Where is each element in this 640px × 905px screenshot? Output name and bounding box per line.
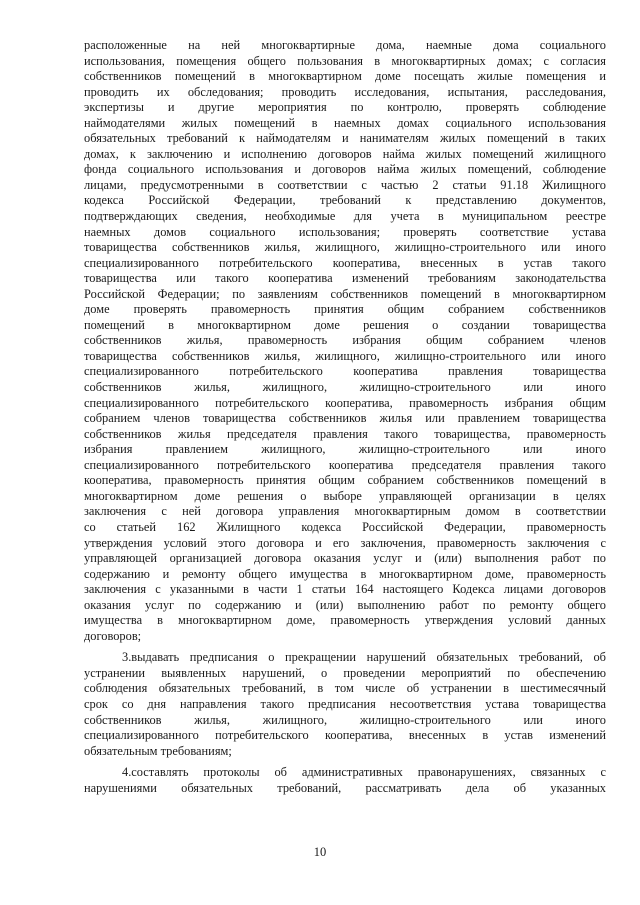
text-line: специализированного потребительского кооператива, внесенных в устав изменений xyxy=(84,728,606,743)
text-line: имущества в многоквартирном доме, правомерность утверждения условий данных xyxy=(84,613,606,628)
text-line: наймодателями жилых помещений в наемных домах социального использования xyxy=(84,115,606,130)
text-line: нарушениями обязательных требований, рассматривать дела об указанных xyxy=(84,780,606,795)
text-line: устранении выявленных нарушений, о проведении мероприятий по обеспечению xyxy=(84,665,606,680)
text-line: использования, помещения общего пользования в многоквартирных домах; с согласия xyxy=(84,53,606,68)
text-line: обязательных требований к наймодателям и нанимателям жилых помещений в таких xyxy=(84,131,606,146)
text-line: кооператива, правомерность принятия общим собранием собственников помещений в xyxy=(84,473,606,488)
text-line: товарищества собственников жилья, жилищного, жилищно-строительного или иного xyxy=(84,240,606,255)
text-line: собственников жилья председателя правления такого товарищества, правомерность xyxy=(84,426,606,441)
text-line: договоров; xyxy=(84,628,142,643)
text-line: лицами, предусмотренными в соответствии с частью 2 статьи 91.18 Жилищного xyxy=(84,177,606,192)
text-line: оказания услуг по содержанию и (или) выполнению работ по ремонту общего xyxy=(84,597,606,612)
text-line: утверждения условий этого договора и его заключения, правомерность заключения с xyxy=(84,535,606,550)
text-line: специализированного потребительского кооператива правления товарищества xyxy=(84,364,606,379)
page-number: 10 xyxy=(313,845,327,859)
paragraph xyxy=(84,38,606,644)
text-line: заключения с указанными в части 1 статьи 164 настоящего Кодекса лицами договоров xyxy=(84,582,606,597)
text-line: управляющей организацией договора оказания услуг и (или) выполнения работ по xyxy=(84,551,606,566)
text-line: обязательным требованиям; xyxy=(84,743,232,758)
text-line: срок со дня направления такого предписания несоответствия устава товарищества xyxy=(84,696,606,711)
text-line: товарищества или такого кооператива изменений требованиям законодательства xyxy=(84,271,606,286)
text-line: наемных домов социального использования; проверять соответствие устава xyxy=(84,224,606,239)
text-line: фонда социального использования и договоров найма жилых помещений, соблюдение xyxy=(84,162,606,177)
paragraph xyxy=(84,650,606,759)
text-line: экспертизы и другие мероприятия по контролю, проверять соблюдение xyxy=(84,100,606,115)
text-line: собственников жилья, жилищного, жилищно-строительного или иного xyxy=(84,712,606,727)
text-line: домах, к заключению и исполнению договоров найма жилых помещений жилищного xyxy=(84,146,606,161)
text-line: заключения с ней договора управления многоквартирным домом в соответствии xyxy=(84,504,606,519)
text-line: специализированного потребительского кооператива, внесенных в устав такого xyxy=(84,255,606,270)
text-line: специализированного потребительского кооператива председателя правления такого xyxy=(84,457,606,472)
text-line: расположенные на ней многоквартирные дома, наемные дома социального xyxy=(84,38,606,52)
text-line: содержанию и ремонту общего имущества в многоквартирном доме, правомерность xyxy=(84,566,606,581)
text-line: кодекса Российской Федерации, требований к представлению документов, xyxy=(84,193,606,208)
text-line: доме проверять правомерность принятия общим собранием собственников xyxy=(84,302,606,317)
text-line: товарищества собственников жилья, жилищного, жилищно-строительного или иного xyxy=(84,348,606,363)
text-line: собранием членов товарищества собственников жилья или правлением товарищества xyxy=(84,411,606,426)
body-text xyxy=(84,38,606,796)
text-line: проводить их обследования; проводить исследования, испытания, расследования, xyxy=(84,84,606,99)
text-line: подтверждающих сведения, необходимые для учета в муниципальном реестре xyxy=(84,209,606,224)
text-line: собственников помещений в многоквартирном доме посещать жилые помещения и xyxy=(84,69,606,84)
text-line: собственников жилья, правомерность избрания общим собранием членов xyxy=(84,333,606,348)
text-line: Российской Федерации; по заявлениям собственников помещений в многоквартирном xyxy=(84,286,606,301)
text-line: помещений в многоквартирном доме решения о создании товарищества xyxy=(84,317,606,332)
text-line: 3.выдавать предписания о прекращении нарушений обязательных требований, об xyxy=(122,650,606,665)
text-line: собственников жилья, жилищного, жилищно-строительного или иного xyxy=(84,380,606,395)
text-line: многоквартирном доме решения о выборе управляющей организации в целях xyxy=(84,488,606,503)
text-line: соблюдения обязательных требований, в том числе об устранении в шестимесячный xyxy=(84,681,606,696)
paragraph xyxy=(84,765,606,796)
text-line: со статьей 162 Жилищного кодекса Российской Федерации, правомерность xyxy=(84,519,606,534)
text-line: 4.составлять протоколы об административных правонарушениях, связанных с xyxy=(122,765,606,780)
text-line: избрания правлением жилищного, жилищно-строительного или иного xyxy=(84,442,606,457)
text-line: специализированного потребительского кооператива, правомерность избрания общим xyxy=(84,395,606,410)
